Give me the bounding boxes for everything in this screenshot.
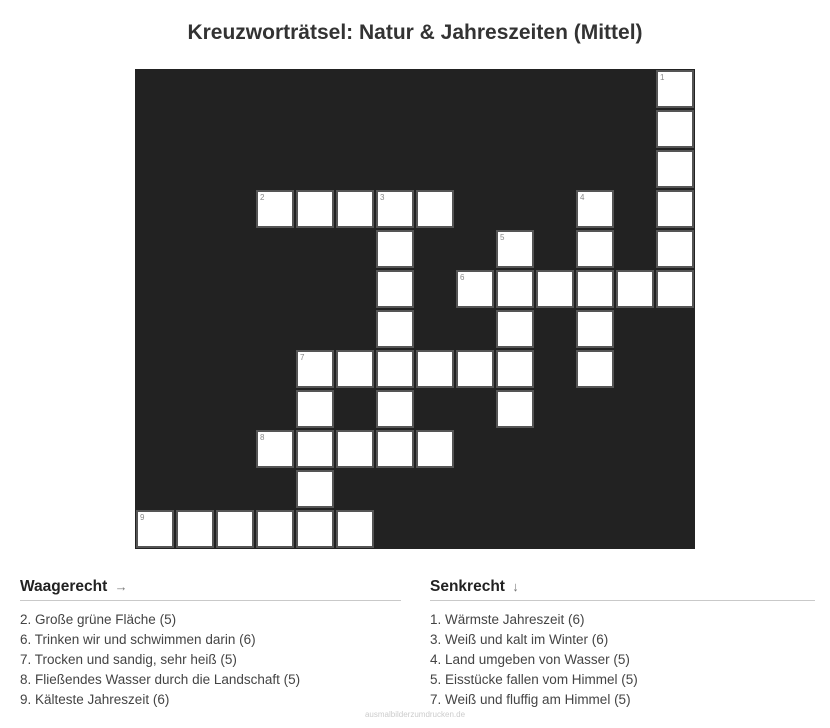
cell-number: 9: [140, 513, 145, 522]
right-arrow-icon: →: [114, 579, 128, 594]
across-heading-label: Waagerecht: [20, 578, 108, 595]
across-clues-section: [20, 579, 401, 710]
grid-cell[interactable]: [336, 510, 374, 548]
grid-cell[interactable]: [416, 350, 454, 388]
grid-cell[interactable]: [496, 350, 534, 388]
grid-cell[interactable]: [336, 190, 374, 228]
grid-cell[interactable]: [576, 350, 614, 388]
across-heading: [20, 579, 401, 601]
clue-item: 3. Weiß und kalt im Winter (6): [430, 632, 609, 647]
down-arrow-icon: ↓: [512, 579, 519, 594]
clue-item: 5. Eisstücke fallen vom Himmel (5): [430, 672, 638, 687]
grid-cell[interactable]: [296, 430, 334, 468]
grid-cell[interactable]: [296, 510, 334, 548]
grid-cell[interactable]: [456, 270, 494, 308]
down-clues-section: [430, 579, 815, 710]
clue-item: 9. Kälteste Jahreszeit (6): [20, 692, 170, 707]
cell-number: 5: [500, 233, 505, 242]
grid-cell[interactable]: [496, 270, 534, 308]
grid-cell[interactable]: [656, 190, 694, 228]
clue-item: 2. Große grüne Fläche (5): [20, 612, 177, 627]
grid-cell[interactable]: [496, 390, 534, 428]
grid-cell[interactable]: [336, 430, 374, 468]
cell-number: 4: [580, 193, 585, 202]
page-title: Kreuzworträtsel: Natur & Jahreszeiten (Mittel): [187, 21, 643, 44]
clue-item: 7. Trocken und sandig, sehr heiß (5): [20, 652, 237, 667]
grid-cell[interactable]: [296, 390, 334, 428]
grid-cell[interactable]: [576, 270, 614, 308]
grid-cell[interactable]: [416, 190, 454, 228]
grid-cell[interactable]: [256, 510, 294, 548]
grid-cell[interactable]: [656, 70, 694, 108]
grid-cell[interactable]: [296, 190, 334, 228]
crossword-grid: [135, 69, 695, 549]
grid-cell[interactable]: [376, 310, 414, 348]
grid-cell[interactable]: [256, 190, 294, 228]
grid-cell[interactable]: [296, 350, 334, 388]
cell-number: 3: [380, 193, 385, 202]
cell-number: 2: [260, 193, 265, 202]
grid-cell[interactable]: [576, 310, 614, 348]
grid-cell[interactable]: [296, 470, 334, 508]
clue-item: 8. Fließendes Wasser durch die Landschaft (5): [20, 672, 301, 687]
grid-cell[interactable]: [256, 430, 294, 468]
clue-item: 6. Trinken wir und schwimmen darin (6): [20, 632, 256, 647]
grid-cell[interactable]: [656, 110, 694, 148]
grid-cell[interactable]: [336, 350, 374, 388]
grid-cell[interactable]: [176, 510, 214, 548]
clue-item: 1. Wärmste Jahreszeit (6): [430, 612, 585, 627]
down-heading-label: Senkrecht: [430, 578, 505, 595]
grid-cell[interactable]: [416, 430, 454, 468]
grid-cell[interactable]: [376, 190, 414, 228]
footer-watermark: ausmalbilderzumdrucken.de: [364, 710, 466, 719]
grid-cell[interactable]: [376, 430, 414, 468]
grid-cell[interactable]: [536, 270, 574, 308]
grid-cell[interactable]: [616, 270, 654, 308]
grid-cell[interactable]: [136, 510, 174, 548]
cell-number: 1: [660, 73, 665, 82]
cell-number: 7: [300, 353, 305, 362]
across-clue-list: [20, 610, 401, 710]
grid-cell[interactable]: [376, 230, 414, 268]
grid-cell[interactable]: [576, 230, 614, 268]
grid-cell[interactable]: [496, 310, 534, 348]
cell-number: 8: [260, 433, 265, 442]
grid-cell[interactable]: [376, 270, 414, 308]
clue-item: 7. Weiß und fluffig am Himmel (5): [430, 692, 631, 707]
grid-cell[interactable]: [656, 230, 694, 268]
grid-cell[interactable]: [376, 390, 414, 428]
cell-number: 6: [460, 273, 465, 282]
grid-cell[interactable]: [376, 350, 414, 388]
grid-cell[interactable]: [456, 350, 494, 388]
down-clue-list: [430, 610, 815, 710]
grid-cell[interactable]: [496, 230, 534, 268]
clue-item: 4. Land umgeben von Wasser (5): [430, 652, 630, 667]
grid-cell[interactable]: [656, 270, 694, 308]
grid-cell[interactable]: [216, 510, 254, 548]
down-heading: [430, 579, 815, 601]
grid-cell[interactable]: [656, 150, 694, 188]
grid-cell[interactable]: [576, 190, 614, 228]
